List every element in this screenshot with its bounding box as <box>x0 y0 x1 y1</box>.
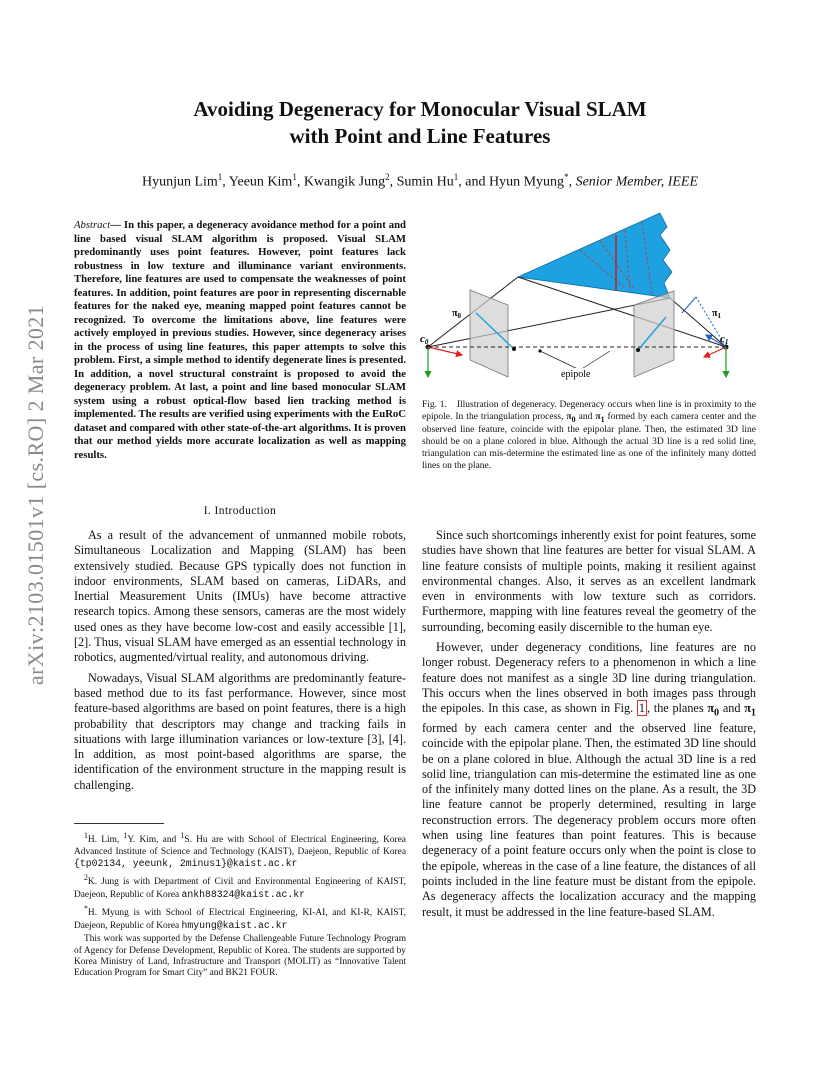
figure-reference-link[interactable]: 1 <box>638 701 645 716</box>
footnote-affiliation-1: $^1$H. Lim, $^1$Y. Kim, and $^1$S. Hu are with School of Electrical Engineering, Korea Advanced Institute of Science and Technology (KAIST), Daejeon, Republic of Korea {tp02134, yeeunk, 2minus1}@kaist.ac.kr <box>74 831 406 869</box>
label-epipole: epipole <box>561 369 591 380</box>
figure-caption: Fig. 1. Illustration of degeneracy. Degeneracy occurs when line is in proximity to the epipole. In the triangulation process, $\pi_0$ and $\pi_1$ formed by each camera center and the observed line feature, coincide with the epipolar plane. Then, the estimated 3D line should be on a plane colored in blue. Although the actual 3D line is a red solid line, triangulation can mis-determine the estimated line as one of the infinitely many dotted lines on the plane. <box>422 400 756 471</box>
footnote-rule <box>74 823 164 824</box>
paragraph: Nowadays, Visual SLAM algorithms are predominantly feature-based method due to its fast performance. However, since most feature-based algorithms are based on point features, there is a high probability that descriptors may change and tracking fails in situations with large illumination variances or low-texture [3], [4]. In addition, as most point-based algorithms are sparse, the identification of the environment structure in the mapping result is challenging. <box>74 670 406 792</box>
paragraph: However, under degeneracy conditions, line features are no longer robust. Degeneracy refers to a phenomenon in which a line feature does not manifest as a single 3D line during triangulation. This occurs when the lines observed in both images pass through the epipoles. In this case, as shown in Fig. 1 , the planes $\pi_0$ and $\pi_1$ formed by each camera center and the observed line feature, coincide with the epipolar plane. Then, the estimated 3D line should be on a plane colored in blue. Although the actual 3D line is a red solid line, triangulation can mis-determine the estimated line as one of the infinitely many dotted lines on the plane. As a result, the 3D line feature cannot be properly determined, resulting in large reconstruction errors. The degeneracy problem occurs more often when using line features than point features. This is because degeneracy of a point feature occurs only when the point is close to the epipole, whereas in the case of a line feature, the distances of all points included in the line feature must be distant from the epipole. As degeneracy affects the localization accuracy and the mapping result, it must be addressed in the line feature-based SLAM. <box>422 640 756 919</box>
label-c0: c0 <box>420 333 429 346</box>
left-column-body <box>74 528 406 798</box>
footnote-affiliation-2: $^2$K. Jung is with Department of Civil and Environmental Engineering of KAIST, Daejeon, Republic of Korea ankh88324@kaist.ac.kr <box>74 873 406 900</box>
degeneracy-figure <box>420 205 760 390</box>
email: {tp02134, yeeunk, 2minus1}@kaist.ac.kr <box>74 857 298 869</box>
author-list: Hyunjun Lim$^1$, Yeeun Kim$^1$, Kwangik Jung$^2$, Sumin Hu$^1$, and Hyun Myung*, Senior Member, IEEE <box>141 172 699 190</box>
paper-title: Avoiding Degeneracy for Monocular Visual SLAM with Point and Line Features <box>193 97 647 148</box>
right-column-body <box>422 528 756 925</box>
label-pi0: $\pi_0$ <box>452 308 461 320</box>
footnote-affiliation-3: *H. Myung is with School of Electrical Engineering, KI-AI, and KI-R, KAIST, Daejeon, Republic of Korea hmyung@kaist.ac.kr <box>74 904 406 931</box>
section-heading-introduction: I. Introduction <box>203 505 277 517</box>
paragraph: Since such shortcomings inherently exist for point features, some studies have shown that line features are better for visual SLAM. A line feature consists of multiple points, making it resilient against environmental changes. Also, it serves as an excellent landmark even in environments with low texture such as corridors. Furthermore, mapping with line features reveal the geometry of the surrounding, becoming easily discernible to the human eye. <box>422 528 756 634</box>
label-pi1: $\pi_1$ <box>712 308 721 320</box>
abstract: Abstract— In this paper, a degeneracy avoidance method for a point and line based visual SLAM algorithm is proposed. Visual SLAM predominantly uses point features. However, point features lack robustness in low texture and illuminance variant environments. Therefore, line features are used to compensate the weaknesses of point features. In addition, point features are poor in representing discernable features for the naked eye, meaning mapped point features cannot be recognized. To overcome the limitations above, line features were actively employed in previous studies. However, since degeneracy arises in the process of using line features, this paper attempts to solve this problem. First, a simple method to identify degenerate lines is presented. In addition, a novel structural constraint is proposed to avoid the degeneracy problem. At last, a point and line based monocular SLAM system using a robust optical-flow based lien tracking method is implemented. The results are verified using experiments with the EuRoC dataset and compared with other state-of-the-art algorithms. It is proven that our method yields more accurate localization as well as mapping results. <box>74 219 406 461</box>
image-plane-left <box>470 290 508 377</box>
image-plane-right <box>634 291 674 377</box>
label-c1: c1 <box>720 333 729 346</box>
email: hmyung@kaist.ac.kr <box>181 919 288 931</box>
footnote-funding: This work was supported by the Defense Challengeable Future Technology Program of Agency for Defense Development, Republic of Korea. The students are supported by Korea Ministry of Land, Infrastructure and Transport (MOLIT) as “Innovative Talent Education Program for Smart City” and BK21 FOUR. <box>74 934 406 979</box>
arxiv-identifier: arXiv:2103.01501v1 [cs.RO] 2 Mar 2021 <box>23 304 48 686</box>
paragraph: As a result of the advancement of unmanned mobile robots, Simultaneous Localization and Mapping (SLAM) has been extensively studied. Because GPS typically does not function in indoor environments, SLAM based on cameras, LiDARs, and Inertial Measurement Units (IMUs) have become attractive research topics. Among these sensors, cameras are the most widely used ones as they have become low-cost and easily accessible [1], [2]. Thus, visual SLAM have emerged as an essential technology in robotics, augmented/virtual reality, and autonomous driving. <box>74 528 406 665</box>
footnotes <box>74 830 406 982</box>
email: ankh88324@kaist.ac.kr <box>181 888 305 900</box>
